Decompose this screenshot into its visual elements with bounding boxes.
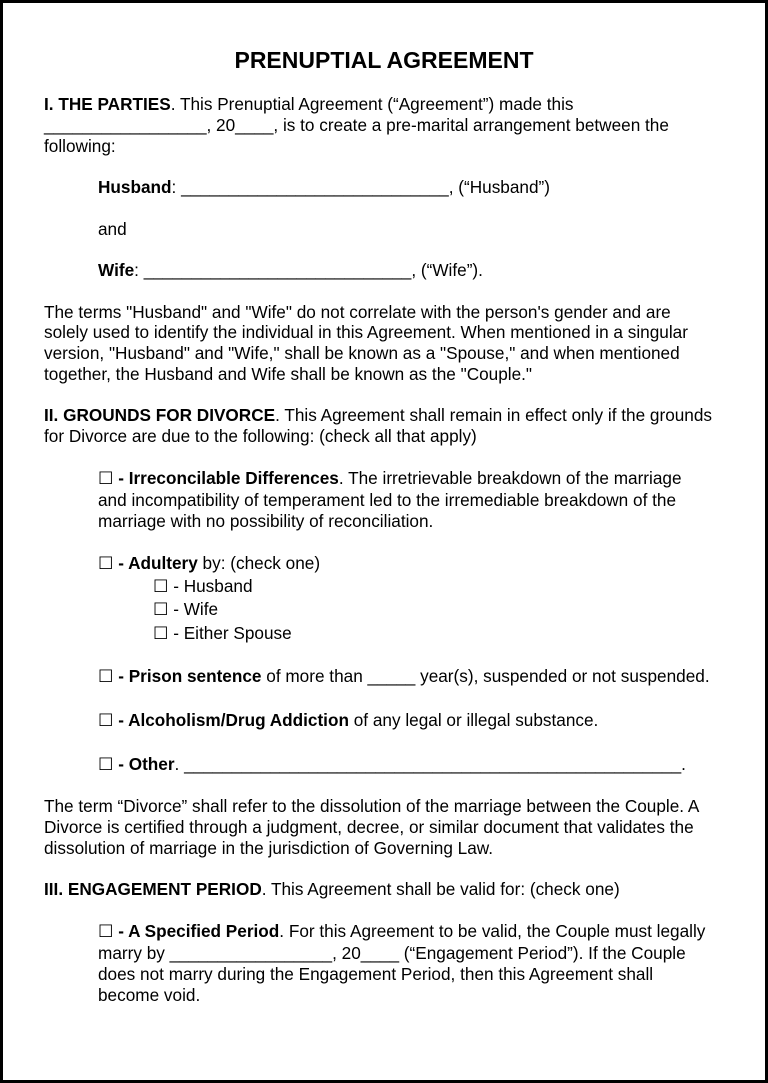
irreconcilable-label: Irreconcilable Differences (128, 468, 339, 488)
grounds-intro-line-1: II. GROUNDS FOR DIVORCE. This Agreement shall remain in effect only if the grounds (44, 405, 713, 425)
other-checkbox[interactable]: ☐ (98, 754, 114, 774)
engagement-heading: III. ENGAGEMENT PERIOD (44, 879, 262, 899)
engagement-intro: III. ENGAGEMENT PERIOD. This Agreement shall be valid for: (check one) (44, 879, 620, 899)
husband-label: Husband (98, 177, 172, 197)
parties-intro-line-2: _________________, 20____, is to create a pre-marital arrangement between the (44, 115, 669, 135)
adultery-option-husband: ☐ - Husband (153, 576, 253, 596)
terms-line-2: solely used to identify the individual in this Agreement. When mentioned in a singular (44, 322, 688, 342)
adultery-label: Adultery (128, 553, 198, 573)
terms-line-1: The terms "Husband" and "Wife" do not correlate with the person's gender and are (44, 302, 671, 322)
divorce-line-2: Divorce is certified through a judgment, decree, or similar document that validates the (44, 817, 694, 837)
specified-line-3: does not marry during the Engagement Period, then this Agreement shall (98, 964, 654, 984)
prison-label: Prison sentence (128, 666, 262, 686)
alcoholism-label: Alcoholism/Drug Addiction (128, 710, 349, 730)
parties-heading: I. THE PARTIES (44, 94, 171, 114)
terms-line-3: version, "Husband" and "Wife," shall be known as a "Spouse," and when mentioned (44, 343, 680, 363)
document-page (3, 3, 765, 1080)
adultery-husband-checkbox[interactable]: ☐ (153, 576, 169, 596)
divorce-line-1: The term “Divorce” shall refer to the dissolution of the marriage between the Couple. A (44, 796, 700, 816)
divorce-line-3: dissolution of marriage in the jurisdiction of Governing Law. (44, 838, 494, 858)
specified-period-checkbox[interactable]: ☐ (98, 921, 114, 941)
specified-line-4: become void. (98, 985, 201, 1005)
irreconcilable-line-3: marriage with no possibility of reconciliation. (98, 511, 434, 531)
irreconcilable-line-1: ☐ - Irreconcilable Differences. The irretrievable breakdown of the marriage (98, 468, 682, 488)
other-label: Other (128, 754, 175, 774)
specified-line-1: ☐ - A Specified Period. For this Agreement to be valid, the Couple must legally (98, 921, 706, 941)
adultery-line: ☐ - Adultery by: (check one) (98, 553, 321, 573)
specified-line-2: marry by _________________, 20____ (“Engagement Period”). If the Couple (98, 943, 686, 963)
document-title: PRENUPTIAL AGREEMENT (234, 47, 534, 73)
terms-line-4: together, the Husband and Wife shall be known as the "Couple." (44, 364, 533, 384)
prison-checkbox[interactable]: ☐ (98, 666, 114, 686)
other-line: ☐ - Other. ____________________________________________________. (98, 754, 686, 774)
irreconcilable-checkbox[interactable]: ☐ (98, 468, 114, 488)
wife-field: Wife: ____________________________, (“Wife”). (98, 260, 483, 280)
grounds-heading: II. GROUNDS FOR DIVORCE (44, 405, 276, 425)
parties-intro-line-3: following: (44, 136, 116, 156)
alcoholism-checkbox[interactable]: ☐ (98, 710, 114, 730)
adultery-option-wife: ☐ - Wife (153, 599, 219, 619)
adultery-wife-checkbox[interactable]: ☐ (153, 599, 169, 619)
adultery-either-checkbox[interactable]: ☐ (153, 623, 169, 643)
husband-field: Husband: ____________________________, (“Husband”) (98, 177, 550, 197)
specified-period-label: A Specified Period (128, 921, 280, 941)
prison-line: ☐ - Prison sentence of more than _____ year(s), suspended or not suspended. (98, 666, 710, 686)
and-text: and (98, 219, 127, 239)
alcoholism-line: ☐ - Alcoholism/Drug Addiction of any legal or illegal substance. (98, 710, 599, 730)
grounds-intro-line-2: for Divorce are due to the following: (check all that apply) (44, 426, 477, 446)
adultery-option-either: ☐ - Either Spouse (153, 623, 292, 643)
adultery-checkbox[interactable]: ☐ (98, 553, 114, 573)
irreconcilable-line-2: and incompatibility of temperament led to the irremediable breakdown of the (98, 490, 677, 510)
wife-label: Wife (98, 260, 135, 280)
parties-intro-line-1: I. THE PARTIES. This Prenuptial Agreement (“Agreement”) made this (44, 94, 574, 114)
